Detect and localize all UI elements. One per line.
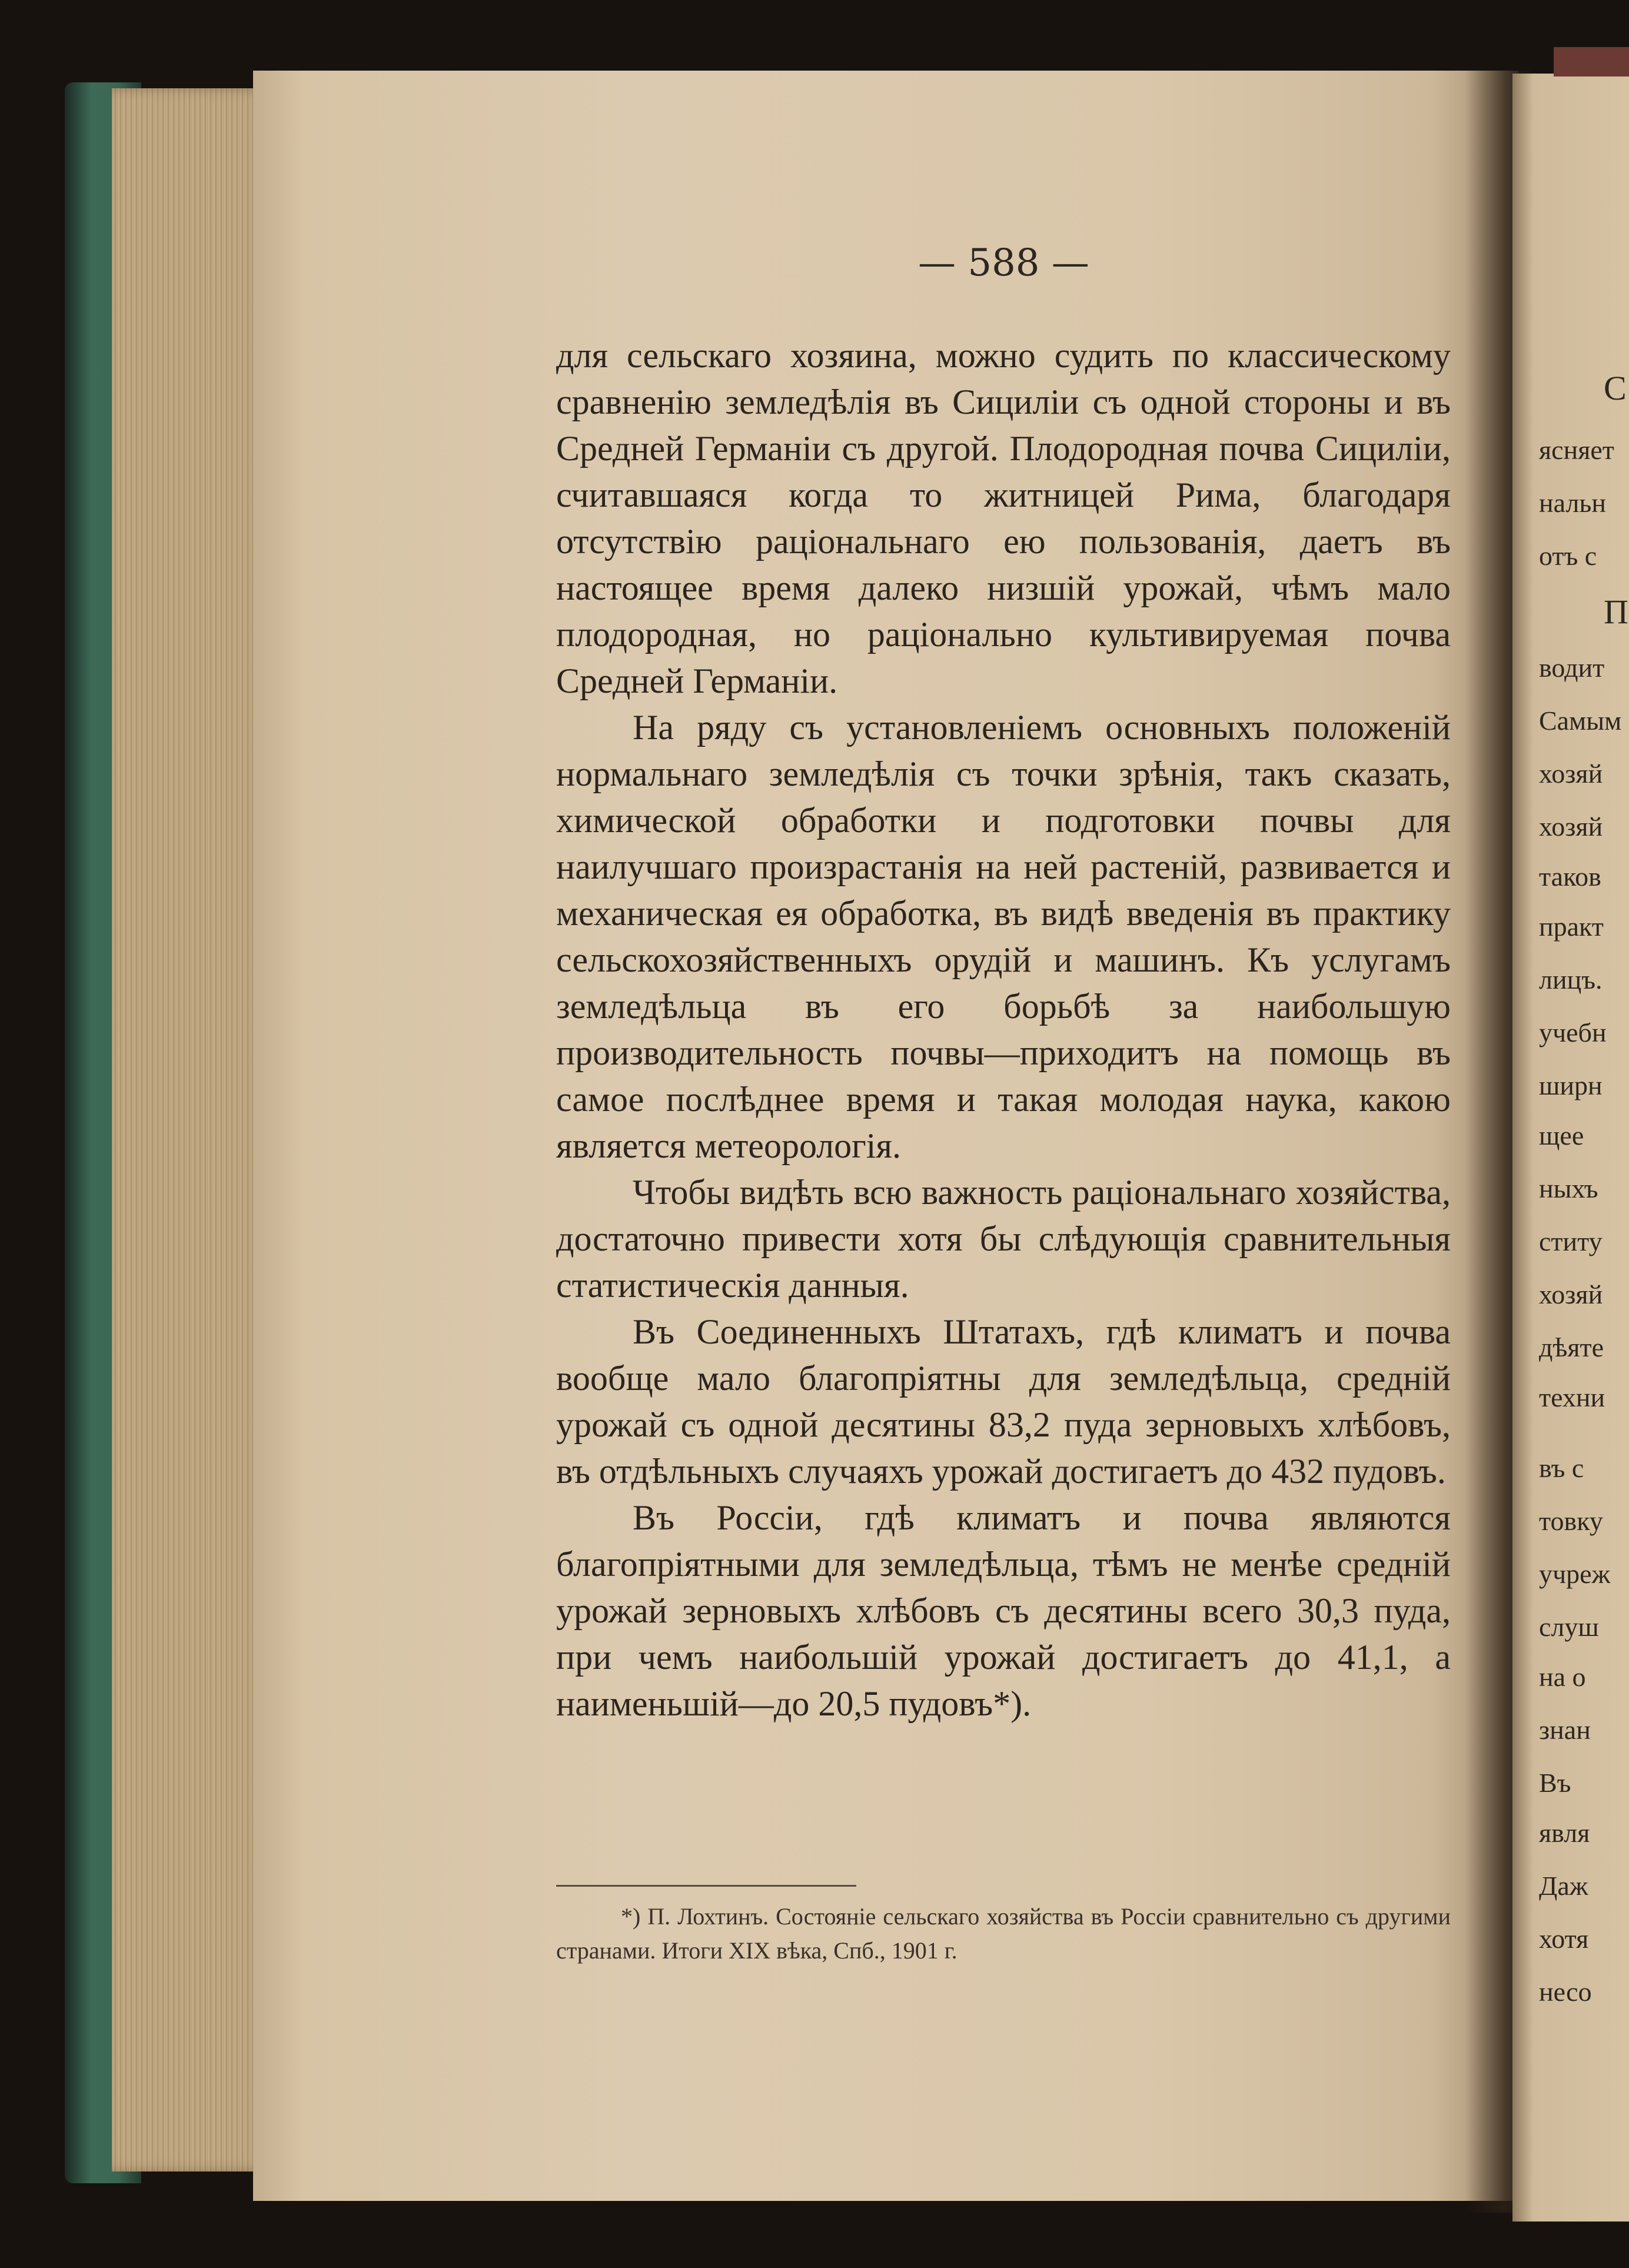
right-page-fragment: таков <box>1539 862 1601 892</box>
page-number: — 588 — <box>918 241 1089 285</box>
book-cover-right <box>1554 47 1629 77</box>
right-page-fragment: техни <box>1539 1382 1605 1412</box>
right-page-fragment: ститу <box>1539 1226 1603 1256</box>
paragraph-1: для сельскаго хозяина, можно судить по классическому сравненію земледѣлія въ Сициліи съ одной стороны и въ Средней Германіи съ другой. Плодородная почва Сициліи, считавшаяся когда то житницей Рима, благодаря отсутствію раціональнаго ею пользованія, даетъ въ настоящее время далеко низшій урожай, чѣмъ мало плодородная, но раціонально культивируемая почва Средней Германіи. <box>556 336 1451 700</box>
footnote-rule <box>556 1885 856 1887</box>
right-page-fragment: учреж <box>1539 1559 1611 1589</box>
right-page-fragment: ясняет <box>1539 435 1614 465</box>
right-page-fragment: Въ <box>1539 1768 1571 1798</box>
right-page-fragment: водит <box>1539 653 1605 683</box>
right-page-fragment: лицъ. <box>1539 965 1603 995</box>
right-page-fragment: щее <box>1539 1120 1584 1150</box>
main-text <box>556 332 1451 1727</box>
right-page-fragment: практ <box>1539 912 1604 942</box>
right-page-fragment: несо <box>1539 1977 1592 2007</box>
page-edges <box>112 88 265 2171</box>
right-page-fragment: ширн <box>1539 1070 1603 1100</box>
right-page-fragment: учебн <box>1539 1017 1607 1047</box>
right-page-fragment: хотя <box>1539 1924 1589 1954</box>
footnote-text: *) П. Лохтинъ. Состояніе сельскаго хозяйства въ Россіи сравнительно съ другими странами. Итоги XIX вѣка, Спб., 1901 г. <box>556 1903 1451 1964</box>
right-page-fragment: слуш <box>1539 1612 1599 1642</box>
right-page-fragment: Даж <box>1539 1871 1588 1901</box>
right-page-fragment: явля <box>1539 1818 1590 1848</box>
paragraph-4: Въ Соединенныхъ Штатахъ, гдѣ климатъ и почва вообще мало благопріятны для земледѣльца, средній урожай съ одной десятины 83,2 пуда зерновыхъ хлѣбовъ, въ отдѣльныхъ случаяхъ урожай достигаетъ до 432 пудовъ. <box>556 1312 1451 1491</box>
right-page-fragment: знан <box>1539 1715 1591 1745</box>
right-page-fragment: на о <box>1539 1662 1586 1692</box>
right-page-fragment: въ с <box>1539 1453 1584 1483</box>
paragraph-3: Чтобы видѣть всю важность раціональнаго хозяйства, достаточно привести хотя бы слѣдующія сравнительныя статистическія данныя. <box>556 1173 1451 1305</box>
footnote <box>556 1900 1451 1968</box>
right-page-fragment: Самым <box>1539 706 1622 736</box>
right-page-fragment: хозяй <box>1539 812 1603 842</box>
right-page-fragment: отъ с <box>1539 541 1597 571</box>
right-page-fragment: товку <box>1539 1506 1603 1536</box>
right-page-fragment: нальн <box>1539 488 1606 518</box>
right-page-fragment: дѣяте <box>1539 1332 1604 1362</box>
right-page-fragment: хозяй <box>1539 1279 1603 1309</box>
right-page-fragment: С <box>1604 371 1627 406</box>
paragraph-2: На ряду съ установленіемъ основныхъ положеній нормальнаго земледѣлія съ точки зрѣнія, такъ сказать, химической обработки и подготовки почвы для наилучшаго произрастанія на ней растеній, развивается и механическая ея обработка, въ видѣ введенія въ практику сельскохозяйственныхъ орудій и машинъ. Къ услугамъ земледѣльца въ его борьбѣ за наибольшую производительность почвы—приходитъ на помощь въ самое послѣднее время и такая молодая наука, какою является метеорологія. <box>556 708 1451 1165</box>
right-page-fragment: хозяй <box>1539 759 1603 789</box>
paragraph-5: Въ Россіи, гдѣ климатъ и почва являются благопріятными для земледѣльца, тѣмъ не менѣе средній урожай зерновыхъ хлѣбовъ съ десятины всего 30,3 пуда, при чемъ наибольшій урожай достигаетъ до 41,1, а наименьшій—до 20,5 пудовъ*). <box>556 1498 1451 1723</box>
right-page-fragment: ныхъ <box>1539 1173 1598 1203</box>
right-page-fragment: П <box>1604 594 1628 630</box>
